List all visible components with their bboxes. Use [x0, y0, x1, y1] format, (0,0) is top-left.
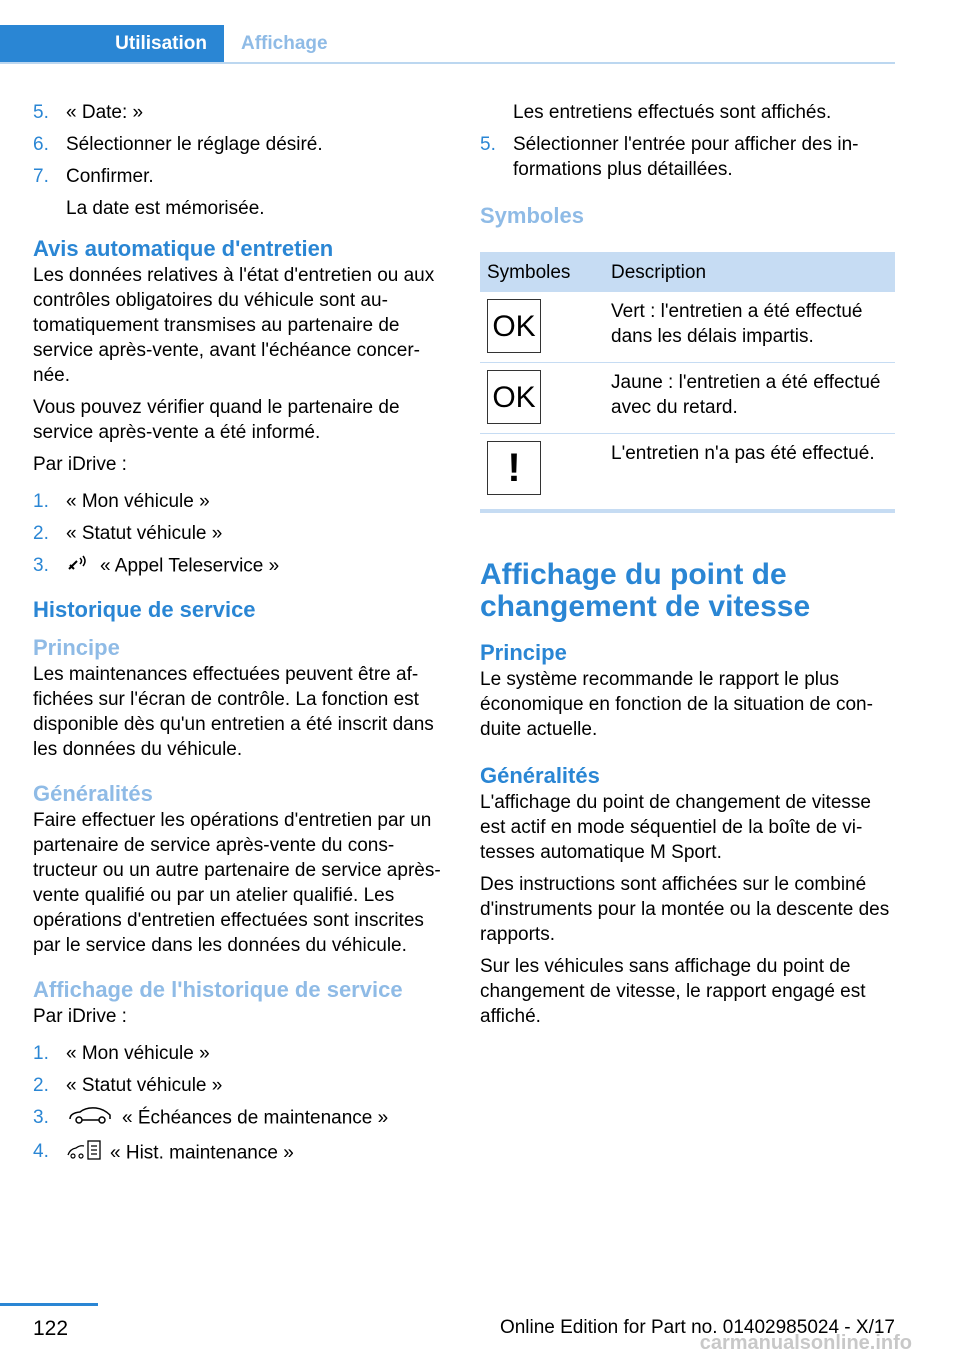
table-header-row: [480, 252, 895, 292]
step-text: Confirmer.: [66, 166, 154, 187]
left-column: [33, 100, 443, 1175]
heading-symboles: Symboles: [480, 203, 584, 228]
list-item: [33, 164, 443, 221]
step-text: Sélectionner l'entrée pour afficher des informations plus détaillées.: [513, 134, 859, 180]
list-item: [33, 132, 443, 157]
paragraph: Des instructions sont affichées sur le combiné d'instruments pour la montée ou la descente des rapports.: [480, 874, 890, 945]
step-number: 3.: [33, 555, 49, 576]
paragraph: Le système recommande le rapport le plus économique en fonction de la situation de conduite actuelle.: [480, 669, 873, 740]
paragraph: Par iDrive :: [33, 454, 127, 475]
step-number: 1.: [33, 1043, 49, 1064]
step-text: « Statut véhicule »: [66, 1075, 223, 1096]
page-number: 122: [33, 1317, 69, 1340]
symbols-table: [480, 252, 895, 513]
paragraph: Les entretiens effectués sont affichés.: [513, 102, 832, 123]
column-header: Description: [604, 252, 895, 292]
table-row: [480, 434, 895, 512]
step-subtext: La date est mémorisée.: [66, 198, 265, 219]
watermark: carmanualsonline.info: [699, 1332, 912, 1354]
edition-text: Online Edition for Part no. 01402985024 - X/17: [499, 1317, 895, 1338]
paragraph: Vous pouvez vérifier quand le partenaire de service après-vente a été informé.: [33, 397, 400, 443]
step-number: 1.: [33, 491, 49, 512]
list-item: [480, 132, 895, 182]
paragraph: Sur les véhicules sans affichage du point de changement de vitesse, le rapport engagé est affiché.: [480, 956, 866, 1027]
step-number: 6.: [33, 134, 49, 155]
heading-principe: Principe: [33, 635, 120, 660]
list-item: [33, 100, 443, 125]
ok-yellow-icon: OK: [487, 370, 541, 424]
tab-affichage[interactable]: Affichage: [241, 32, 328, 54]
step-text: « Échéances de maintenance »: [122, 1107, 389, 1129]
heading-avis-entretien: Avis automatique d'entretien: [33, 236, 334, 261]
table-cell: Jaune : l'entretien a été effectué avec du retard.: [604, 363, 895, 434]
heading-generalites: Généralités: [480, 763, 600, 788]
column-header: Symboles: [480, 252, 604, 292]
step-text: Sélectionner le réglage désiré.: [66, 134, 323, 155]
heading-generalites: Généralités: [33, 781, 153, 806]
list-item: [33, 489, 443, 514]
service-history-icon: [66, 1139, 102, 1168]
paragraph: L'affichage du point de changement de vitesse est actif en mode séquentiel de la boîte de vitesses automatique M Sport.: [480, 792, 871, 863]
step-number: 3.: [33, 1107, 49, 1128]
table-row: [480, 292, 895, 363]
right-column: [480, 100, 895, 1036]
list-item: [33, 1073, 443, 1098]
ok-green-icon: OK: [487, 299, 541, 353]
exclamation-icon: !: [487, 441, 541, 495]
step-number: 7.: [33, 166, 49, 187]
step-number: 4.: [33, 1141, 49, 1162]
heading-principe: Principe: [480, 640, 567, 665]
step-text: « Mon véhicule »: [66, 1043, 210, 1064]
footer-rule: [0, 1303, 98, 1306]
step-number: 2.: [33, 1075, 49, 1096]
step-number: 5.: [480, 134, 496, 155]
header-tabbar: [0, 25, 895, 64]
table-cell: Vert : l'entretien a été effectué dans les délais impartis.: [604, 292, 895, 363]
heading-historique-service: Historique de service: [33, 597, 256, 622]
list-item: [33, 1139, 443, 1168]
step-number: 5.: [33, 102, 49, 123]
paragraph: Les données relatives à l'état d'entretien ou aux contrôles obligatoires du véhicule sont automatiquement transmises au partenaire de service après-vente, avant l'échéance concernée.: [33, 265, 435, 386]
list-item: [33, 553, 443, 580]
step-text: « Mon véhicule »: [66, 491, 210, 512]
step-text: « Statut véhicule »: [66, 523, 223, 544]
list-item: [33, 521, 443, 546]
paragraph: Par iDrive :: [33, 1006, 127, 1027]
table-row: [480, 363, 895, 434]
step-text: « Appel Teleservice »: [100, 555, 280, 577]
tab-utilisation[interactable]: Utilisation: [0, 25, 224, 62]
paragraph: Faire effectuer les opérations d'entretien par un partenaire de service après-vente du constructeur ou un autre partenaire de service après-vente qualifié ou par un atelier qualifié. Les opérations d'entretien effectuées sont inscrites par le service dans les données du véhicule.: [33, 810, 441, 956]
list-item: [33, 1105, 443, 1132]
step-text: « Hist. maintenance »: [110, 1142, 294, 1164]
table-cell: L'entretien n'a pas été effectué.: [604, 434, 895, 512]
teleservice-icon: [66, 553, 92, 580]
list-item: [33, 1041, 443, 1066]
step-number: 2.: [33, 523, 49, 544]
heading-affichage-historique: Affichage de l'historique de service: [33, 977, 403, 1002]
step-text: « Date: »: [66, 102, 144, 123]
car-service-icon: [66, 1105, 114, 1132]
heading-affichage-point: Affichage du point de changement de vitesse: [480, 558, 811, 623]
paragraph: Les maintenances effectuées peuvent être affichées sur l'écran de contrôle. La fonction est disponible dès qu'un entretien a été inscrit dans les données du véhicule.: [33, 664, 434, 760]
